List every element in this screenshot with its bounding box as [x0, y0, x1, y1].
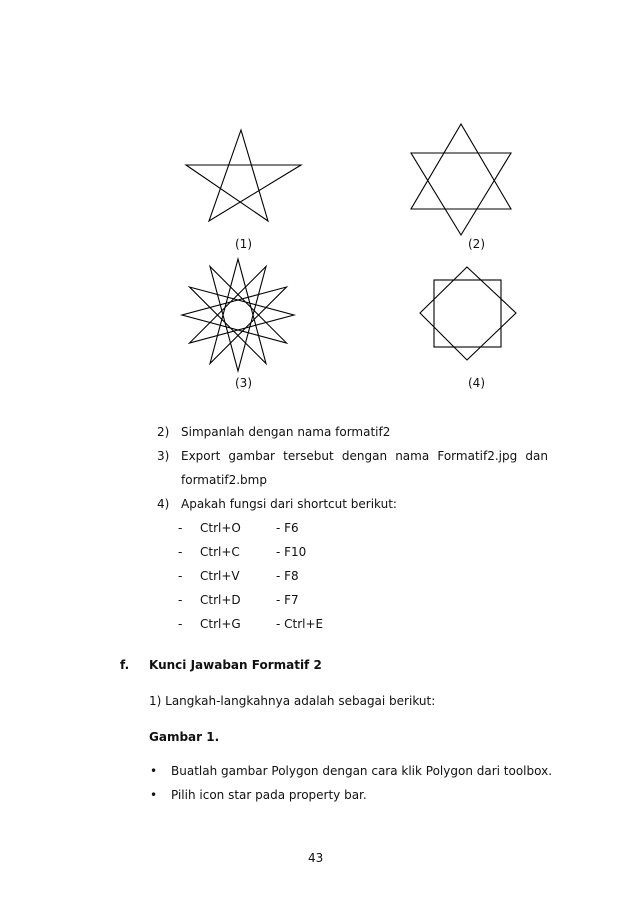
shortcut-dash: -	[178, 569, 183, 583]
answer-heading: Gambar 1.	[149, 730, 220, 744]
shortcut-right: - F10	[276, 545, 307, 559]
figure-3-caption: (3)	[235, 376, 252, 390]
shortcut-left: Ctrl+V	[200, 569, 240, 583]
step-3-word: gambar	[228, 449, 275, 463]
figure-4	[416, 265, 522, 365]
step-3-word: Formatif2.jpg	[437, 449, 518, 463]
step-2-number: 2)	[157, 425, 170, 439]
step-3-word: dengan	[341, 449, 388, 463]
shortcut-right: - F6	[276, 521, 299, 535]
step-4-text: Apakah fungsi dari shortcut berikut:	[181, 497, 397, 511]
shortcut-left: Ctrl+D	[200, 593, 241, 607]
step-3-text	[181, 449, 548, 463]
eight-point-star-icon	[416, 265, 522, 365]
shortcut-left: Ctrl+O	[200, 521, 241, 535]
twelve-point-star-icon	[178, 255, 298, 375]
figure-2	[405, 118, 520, 238]
figure-3	[178, 255, 298, 375]
shortcut-dash: -	[178, 521, 183, 535]
step-3-continuation: formatif2.bmp	[181, 473, 267, 487]
page-number: 43	[308, 851, 324, 865]
step-3-word: nama	[395, 449, 430, 463]
shortcut-left: Ctrl+C	[200, 545, 240, 559]
step-2-text: Simpanlah dengan nama formatif2	[181, 425, 391, 439]
shortcut-dash: -	[178, 593, 183, 607]
shortcut-right: - F7	[276, 593, 299, 607]
section-title: Kunci Jawaban Formatif 2	[149, 658, 322, 672]
bullet-text: Pilih icon star pada property bar.	[171, 788, 367, 802]
step-4-number: 4)	[157, 497, 170, 511]
section-letter: f.	[120, 658, 130, 672]
answer-intro: 1) Langkah-langkahnya adalah sebagai berikut:	[149, 694, 436, 708]
bullet-icon: •	[150, 764, 158, 778]
figure-4-caption: (4)	[468, 376, 485, 390]
figure-1	[180, 125, 310, 230]
shortcut-dash: -	[178, 617, 183, 631]
shortcut-right: - F8	[276, 569, 299, 583]
step-3-number: 3)	[157, 449, 170, 463]
figure-2-caption: (2)	[468, 237, 485, 251]
bullet-icon: •	[150, 788, 158, 802]
five-point-star-icon	[180, 125, 310, 230]
shortcut-dash: -	[178, 545, 183, 559]
step-3-word: dan	[525, 449, 548, 463]
step-3-word: Export	[181, 449, 221, 463]
bullet-text: Buatlah gambar Polygon dengan cara klik Polygon dari toolbox.	[171, 764, 553, 778]
step-3-word: tersebut	[283, 449, 334, 463]
figure-1-caption: (1)	[235, 237, 252, 251]
six-point-star-icon	[405, 118, 520, 238]
shortcut-left: Ctrl+G	[200, 617, 241, 631]
shortcut-right: - Ctrl+E	[276, 617, 324, 631]
